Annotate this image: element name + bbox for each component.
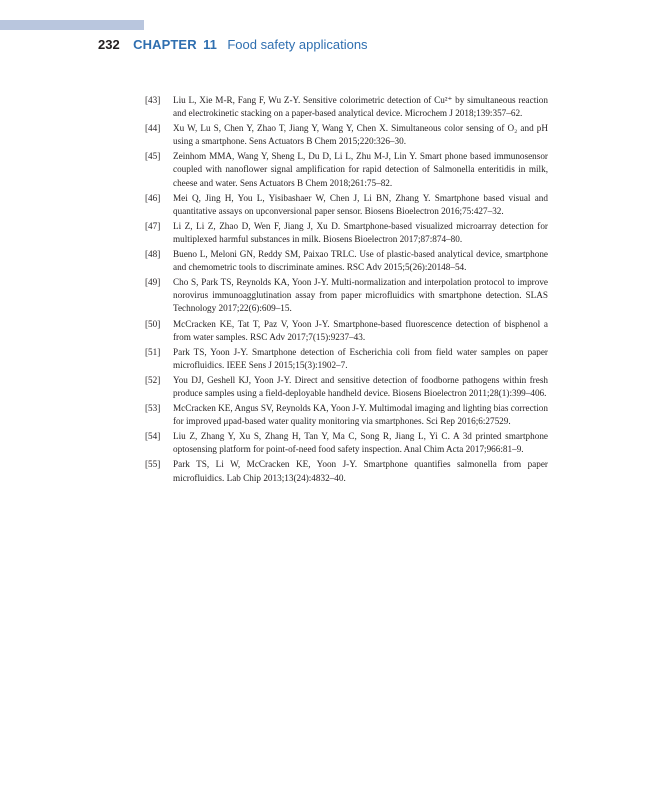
reference-number: [46] xyxy=(145,192,161,203)
chapter-number: 11 xyxy=(203,37,217,52)
reference-number: [50] xyxy=(145,318,161,329)
reference-number: [43] xyxy=(145,95,161,105)
reference-number: [49] xyxy=(145,277,161,288)
reference-text: Bueno L, Meloni GN, Reddy SM, Paixao TRLC. Use of plastic-based analytical device, smartphone and chemometric tools to discriminate amines. RSC Adv 2015;5(26):20148–54. xyxy=(173,249,548,273)
reference-text: Li Z, Li Z, Zhao D, Wen F, Jiang J, Xu D. Smartphone-based visualized microarray detection for multiplexed harmful substances in milk. Biosens Bioelectron 2017;87:874–80. xyxy=(173,220,548,244)
reference-text: Xu W, Lu S, Chen Y, Zhao T, Jiang Y, Wang Y, Chen X. Simultaneous color sensing of O₂ and pH using a smartphone. Sens Actuators B Chem 2015;220:326–30. xyxy=(173,123,548,147)
reference-text: Cho S, Park TS, Reynolds KA, Yoon J-Y. Multi-normalization and interpolation protocol to improve norovirus immunoagglutination assay from paper microfluidics with smartphone detection. SLAS Technology 2017;22(6):609–15. xyxy=(173,277,548,314)
reference-text: Zeinhom MMA, Wang Y, Sheng L, Du D, Li L, Zhu M-J, Lin Y. Smart phone based immunosensor coupled with nanoflower signal amplification for rapid detection of Salmonella enteritidis in milk, cheese and water. Sens Actuators B Chem 2018;261:75–82. xyxy=(173,151,548,188)
reference-item xyxy=(145,346,548,372)
reference-number: [55] xyxy=(145,459,161,470)
reference-text: McCracken KE, Tat T, Paz V, Yoon J-Y. Smartphone-based fluorescence detection of bisphenol a from water samples. RSC Adv 2017;7(15):9237–43. xyxy=(173,318,548,342)
reference-text: Mei Q, Jing H, You L, Yisibashaer W, Chen J, Li BN, Zhang Y. Smartphone based visual and quantitative assays on upconversional paper sensor. Biosens Bioelectron 2016;75:427–32. xyxy=(173,192,548,216)
reference-text: Liu Z, Zhang Y, Xu S, Zhang H, Tan Y, Ma C, Song R, Jiang L, Yi C. A 3d printed smartphone optosensing platform for point-of-need food safety inspection. Anal Chim Acta 2017;966:81–9. xyxy=(173,431,548,455)
reference-number: [44] xyxy=(145,123,161,134)
reference-item xyxy=(145,276,548,315)
reference-number: [52] xyxy=(145,374,161,385)
reference-item xyxy=(145,220,548,246)
reference-text: Liu L, Xie M-R, Fang F, Wu Z-Y. Sensitive colorimetric detection of Cu²⁺ by simultaneous reaction and electrokinetic stacking on a paper-based analytical device. Microchem J 2018;139:357–62. xyxy=(173,95,548,119)
reference-item xyxy=(145,402,548,428)
reference-number: [51] xyxy=(145,346,161,357)
reference-text: McCracken KE, Angus SV, Reynolds KA, Yoon J-Y. Multimodal imaging and lighting bias correction for improved μpad-based water quality monitoring via smartphones. Sci Rep 2016;6:27529. xyxy=(173,403,548,427)
reference-text: Park TS, Yoon J-Y. Smartphone detection of Escherichia coli from field water samples on paper microfluidics. IEEE Sens J 2015;15(3):1902–7. xyxy=(173,346,548,370)
header-accent-bar xyxy=(0,20,144,30)
reference-list xyxy=(145,94,548,487)
reference-number: [47] xyxy=(145,220,161,231)
chapter-title: Food safety applications xyxy=(227,37,368,52)
reference-item xyxy=(145,374,548,400)
reference-item xyxy=(145,318,548,344)
reference-item xyxy=(145,248,548,274)
reference-item xyxy=(145,150,548,189)
page-number: 232 xyxy=(98,37,120,52)
reference-item xyxy=(145,458,548,484)
chapter-label: CHAPTER xyxy=(133,37,197,52)
reference-number: [45] xyxy=(145,151,161,162)
reference-text: Park TS, Li W, McCracken KE, Yoon J-Y. Smartphone quantifies salmonella from paper microfluidics. Lab Chip 2013;13(24):4832–40. xyxy=(173,459,548,483)
reference-item xyxy=(145,94,548,120)
reference-text: You DJ, Geshell KJ, Yoon J-Y. Direct and sensitive detection of foodborne pathogens within fresh produce samples using a field-deployable handheld device. Biosens Bioelectron 2011;28(1):399–406. xyxy=(173,374,548,398)
reference-number: [48] xyxy=(145,249,161,260)
running-header xyxy=(98,36,368,54)
reference-item xyxy=(145,192,548,218)
reference-item xyxy=(145,430,548,456)
reference-number: [54] xyxy=(145,431,161,442)
reference-number: [53] xyxy=(145,403,161,414)
reference-item xyxy=(145,122,548,148)
